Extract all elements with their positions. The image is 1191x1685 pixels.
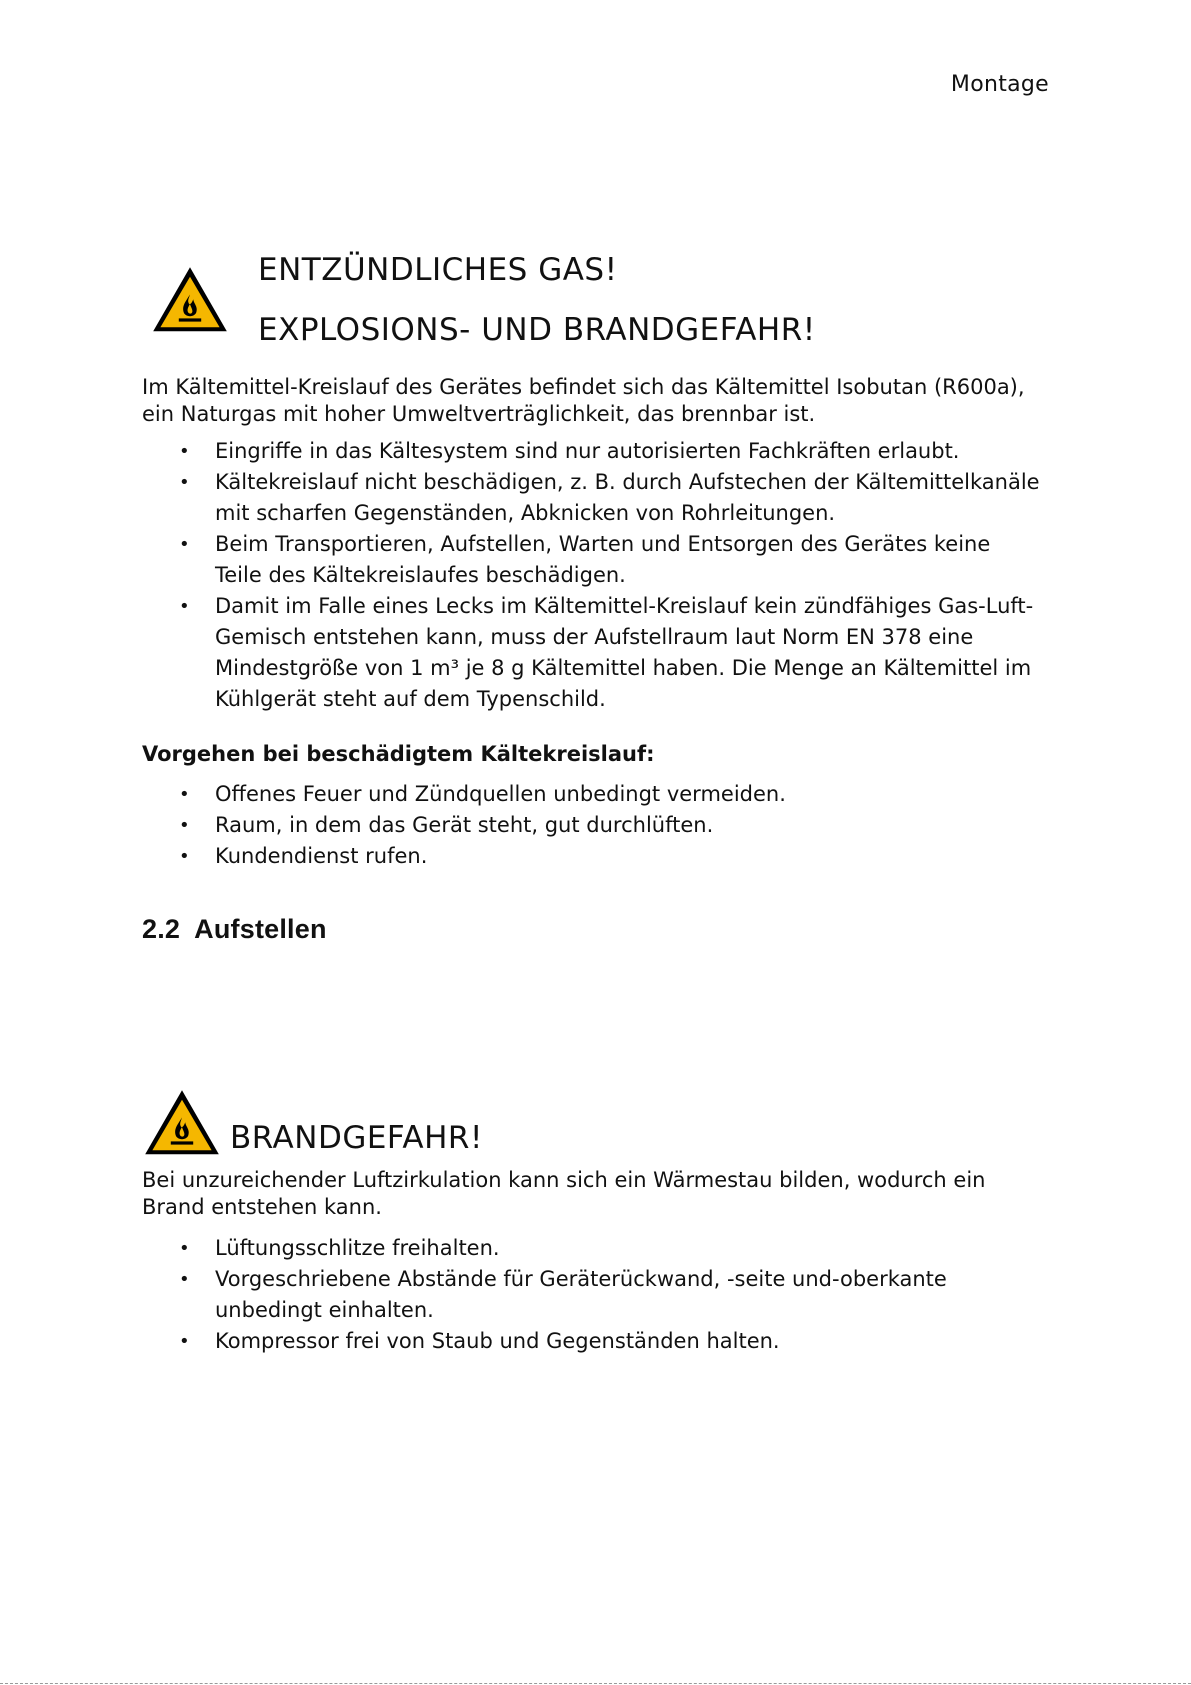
flammable-warning-icon (142, 1087, 222, 1159)
list-item: • Offenes Feuer und Zündquellen unbedingt vermeiden. (179, 782, 786, 806)
list-item: • Beim Transportieren, Aufstellen, Warten und Entsorgen des Gerätes keine Teile des Kältekreislaufes beschädigen. (179, 532, 991, 587)
section-title: Aufstellen (194, 914, 327, 944)
page-content (142, 240, 1042, 1357)
list-item: • Kältekreislauf nicht beschädigen, z. B. durch Aufstechen der Kältemittelkanäle mit scharfen Gegenständen, Abknicken von Rohrleitungen. (179, 470, 1040, 525)
list-item: • Kompressor frei von Staub und Gegenständen halten. (179, 1329, 780, 1353)
list-item: • Raum, in dem das Gerät steht, gut durchlüften. (179, 813, 714, 837)
fire-warning-header (142, 1087, 1042, 1159)
procedure-list (142, 779, 1042, 872)
section-number: 2.2 (142, 914, 181, 944)
list-item: • Vorgeschriebene Abstände für Geräterückwand, -seite und-oberkante unbedingt einhalten. (179, 1267, 947, 1322)
gas-warning-header (150, 240, 1042, 360)
fire-warning-intro: Bei unzureichender Luftzirkulation kann sich ein Wärmestau bilden, wodurch ein Brand entstehen kann. (142, 1168, 986, 1219)
list-item: • Damit im Falle eines Lecks im Kältemittel-Kreislauf kein zündfähiges Gas-Luft-Gemisch entstehen kann, muss der Aufstellraum laut Norm EN 378 eine Mindestgröße von 1 m³ je 8 g Kältemittel haben. Die Menge an Kältemittel im Kühlgerät steht auf dem Typenschild. (179, 594, 1034, 711)
fire-warning-list (142, 1233, 1042, 1357)
gas-warning-intro: Im Kältemittel-Kreislauf des Gerätes befindet sich das Kältemittel Isobutan (R600a), ein Naturgas mit hoher Umweltverträglichkeit, das brennbar ist. (142, 375, 1025, 426)
procedure-heading: Vorgehen bei beschädigtem Kältekreislauf: (142, 742, 655, 766)
fire-warning-titles (230, 1088, 483, 1158)
list-item: • Lüftungsschlitze freihalten. (179, 1236, 500, 1260)
section-heading (142, 914, 1042, 945)
list-item: • Eingriffe in das Kältesystem sind nur autorisierten Fachkräften erlaubt. (179, 439, 960, 463)
warning-title-flammable-gas: ENTZÜNDLICHES GAS! (258, 252, 618, 288)
running-header: Montage (950, 72, 1049, 97)
warning-title-fire: BRANDGEFAHR! (230, 1120, 483, 1156)
list-item: • Kundendienst rufen. (179, 844, 428, 868)
gas-warning-list (142, 436, 1042, 715)
flammable-warning-icon (150, 264, 230, 336)
gas-warning-titles (258, 240, 816, 360)
warning-title-explosion: EXPLOSIONS- UND BRANDGEFAHR! (258, 312, 816, 348)
